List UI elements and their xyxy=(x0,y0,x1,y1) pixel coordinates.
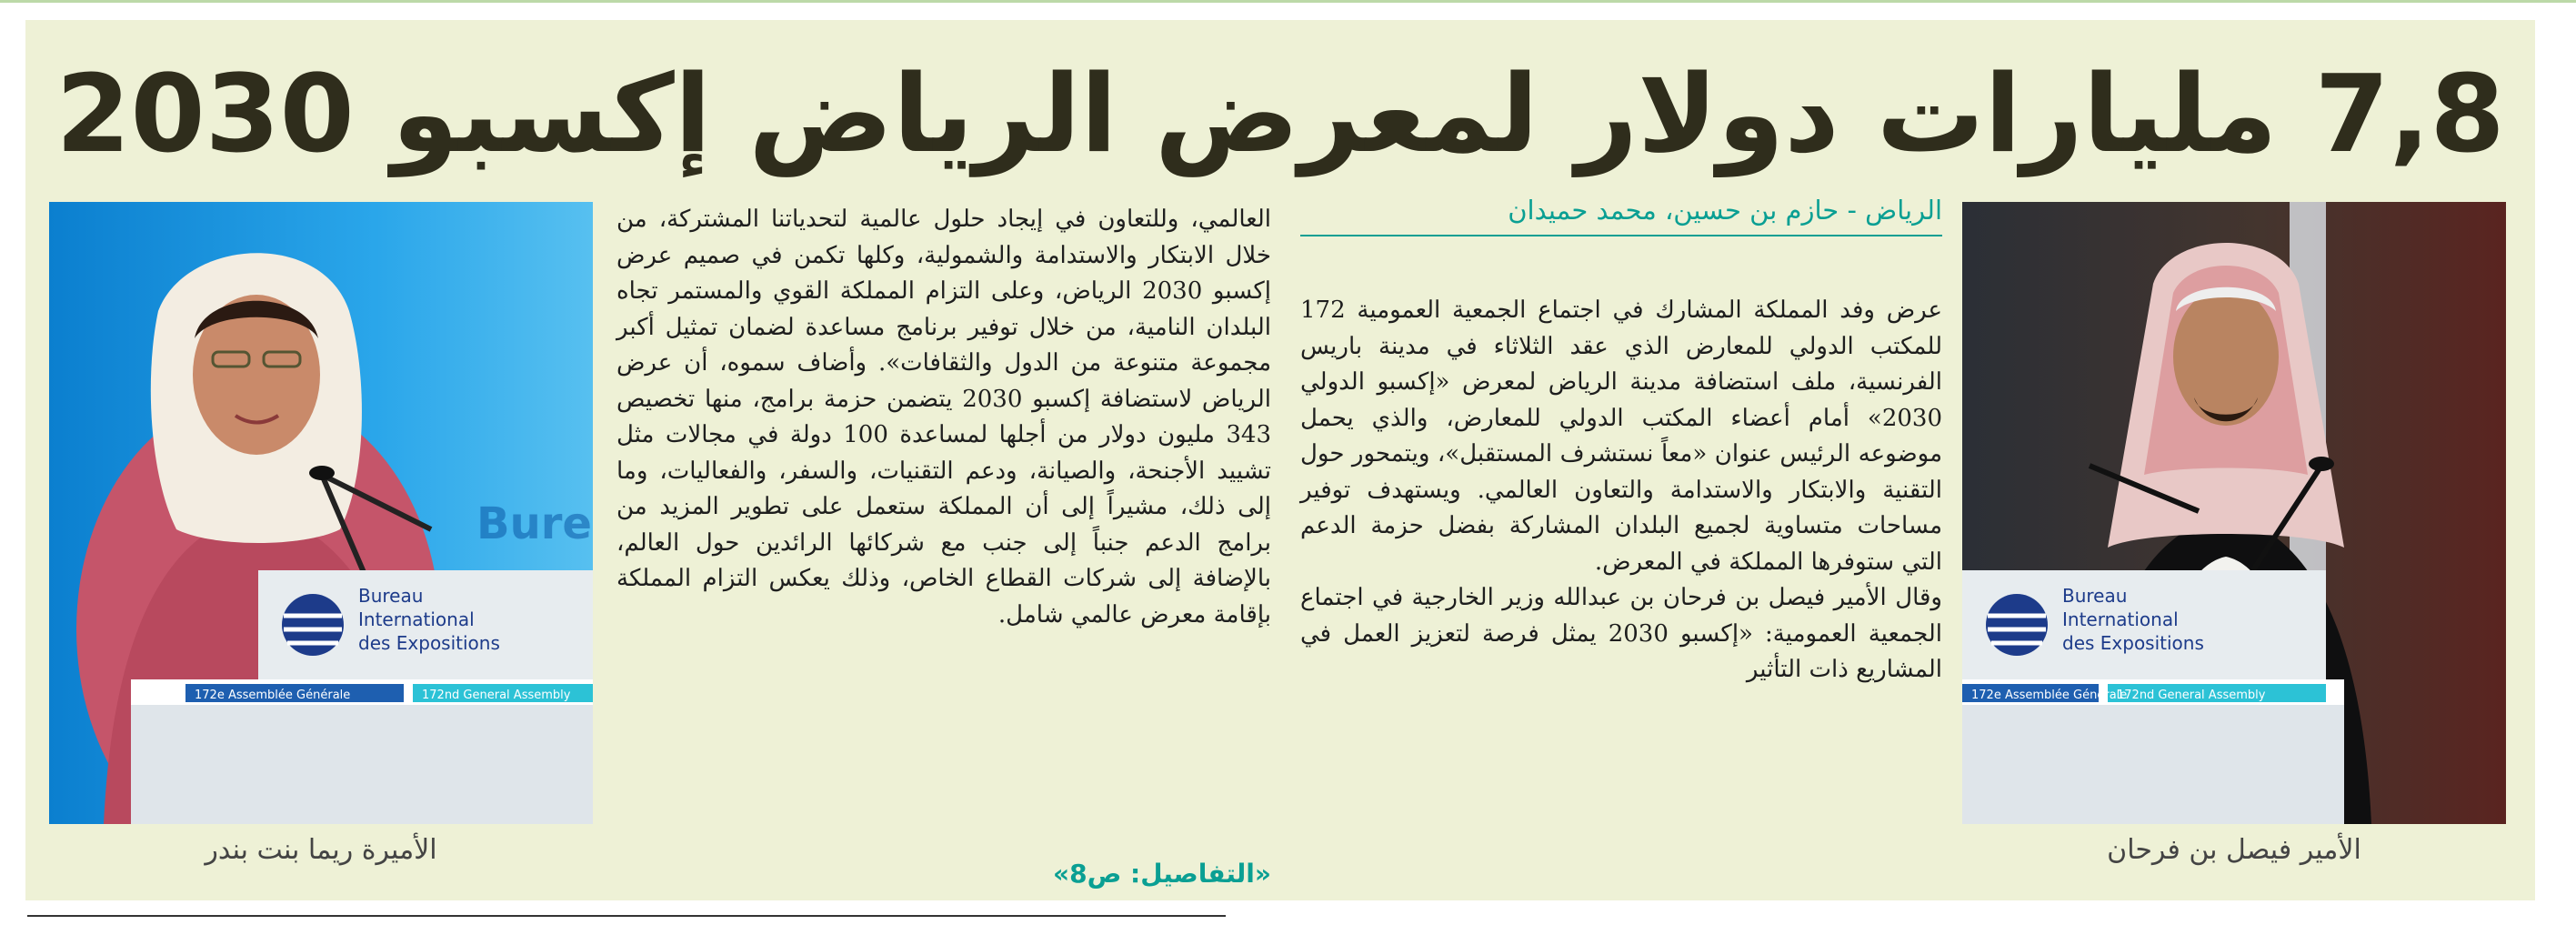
svg-text:Bureau: Bureau xyxy=(2062,585,2128,607)
photo-caption-left: الأميرة ريما بنت بندر xyxy=(205,834,437,866)
article-headline: 7,8 مليارات دولار لمعرض الرياض إكسبو 2030 xyxy=(55,51,2505,176)
details-link[interactable]: «التفاصيل: ص8» xyxy=(1053,859,1271,889)
photo-princess-reema xyxy=(49,202,593,824)
article-column-center xyxy=(616,202,1271,633)
paragraph: عرض وفد المملكة المشارك في اجتماع الجمعية العمومية 172 للمكتب الدولي للمعارض الذي عقد الثلاثاء في مدينة باريس الفرنسية، ملف استضافة مدينة الرياض لمعرض «إكسبو الدولي 2030» أمام أعضاء المكتب الدولي للمعارض، والذي يحمل موضوعه الرئيس عنوان «معاً نستشرف المستقبل»، ويتمحور حول التقنية والابتكار والاستدامة والتعاون العالمي. ويستهدف توفير مساحات متساوية لجميع البلدان المشاركة بفضل حزمة الدعم التي ستوفرها المملكة في المعرض. xyxy=(1300,297,1942,576)
svg-text:des Expositions: des Expositions xyxy=(2062,632,2204,654)
svg-text:des Expositions: des Expositions xyxy=(358,632,500,654)
svg-text:172nd General Assembly: 172nd General Assembly xyxy=(422,689,571,702)
paragraph: وقال الأمير فيصل بن فرحان بن عبدالله وزير الخارجية في اجتماع الجمعية العمومية: «إكسبو 2030 يمثل فرصة لتعزيز العمل في المشاريع ذات التأثير xyxy=(1300,584,1943,683)
top-divider xyxy=(0,0,2576,3)
svg-text:172e Assemblée Générale: 172e Assemblée Générale xyxy=(195,689,351,702)
paragraph: العالمي، وللتعاون في إيجاد حلول عالمية لتحدياتنا المشتركة، من خلال الابتكار والاستدامة والشمولية، وكلها تكمن في صميم عرض إكسبو 2030 الرياض، وعلى التزام المملكة القوي والمستمر تجاه البلدان النامية، من خلال توفير برنامج مساعدة لضمان تمثيل أكبر مجموعة متنوعة من الدول والثقافات». وأضاف سموه، أن عرض الرياض لاستضافة إكسبو 2030 يتضمن حزمة برامج، منها تخصيص 343 مليون دولار من أجلها لمساعدة 100 دولة في مجالات مثل تشييد الأجنحة، والصيانة، ودعم التقنيات، والسفر، والفعاليات، وما إلى ذلك، مشيراً إلى أن المملكة ستعمل على تطوير المزيد من برامج الدعم جنباً إلى جنب مع شركائها الرائدين حول العالم، بالإضافة إلى شركات القطاع الخاص، وذلك يعكس التزام المملكة بإقامة معرض عالمي شامل. xyxy=(616,206,1271,628)
bottom-divider xyxy=(27,915,1226,917)
svg-text:International: International xyxy=(358,608,475,630)
svg-text:172nd General Assembly: 172nd General Assembly xyxy=(2117,689,2266,702)
photo-caption-right: الأمير فيصل بن فرحان xyxy=(2107,834,2361,866)
svg-text:International: International xyxy=(2062,608,2179,630)
article-column-right xyxy=(1300,293,1942,689)
svg-text:172e Assemblée Générale: 172e Assemblée Générale xyxy=(1971,689,2128,702)
article-byline: الرياض - حازم بن حسين، محمد حميدان xyxy=(1300,195,1942,236)
article-panel xyxy=(25,20,2535,900)
photo-prince-faisal xyxy=(1962,202,2506,824)
podium-text: Bureau xyxy=(358,585,424,607)
svg-text:Bure: Bure xyxy=(476,498,592,549)
